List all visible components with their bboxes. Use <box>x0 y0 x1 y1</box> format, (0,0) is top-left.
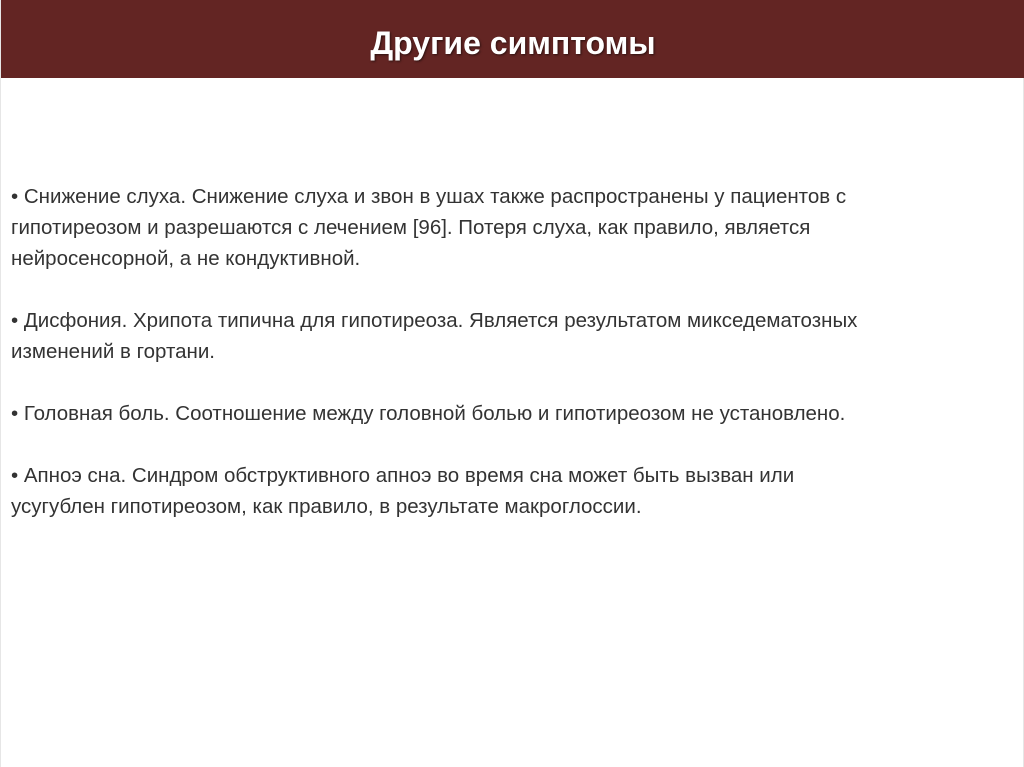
slide-title: Другие симптомы <box>370 25 656 61</box>
paragraph-line: • Снижение слуха. Снижение слуха и звон в ушах также распространены у пациентов с <box>11 185 847 208</box>
paragraph-line: гипотиреозом и разрешаются с лечением [96]. Потеря слуха, как правило, является <box>11 216 811 239</box>
paragraph-line: • Головная боль. Соотношение между головной болью и гипотиреозом не установлено. <box>11 402 846 425</box>
paragraph-hearing-loss <box>11 181 991 274</box>
paragraph-line: • Апноэ сна. Синдром обструктивного апноэ во время сна может быть вызван или <box>11 464 795 487</box>
paragraph-dysphonia <box>11 305 991 367</box>
paragraph-line: • Дисфония. Хрипота типична для гипотиреоза. Является результатом микседематозных <box>11 309 858 332</box>
paragraph-line: нейросенсорной, а не кондуктивной. <box>11 247 361 270</box>
paragraph-line: усугублен гипотиреозом, как правило, в результате макроглоссии. <box>11 495 642 518</box>
paragraph-sleep-apnea <box>11 460 991 522</box>
title-bar <box>1 0 1024 78</box>
slide-body <box>11 181 991 553</box>
paragraph-line: изменений в гортани. <box>11 340 215 363</box>
paragraph-headache <box>11 398 991 429</box>
